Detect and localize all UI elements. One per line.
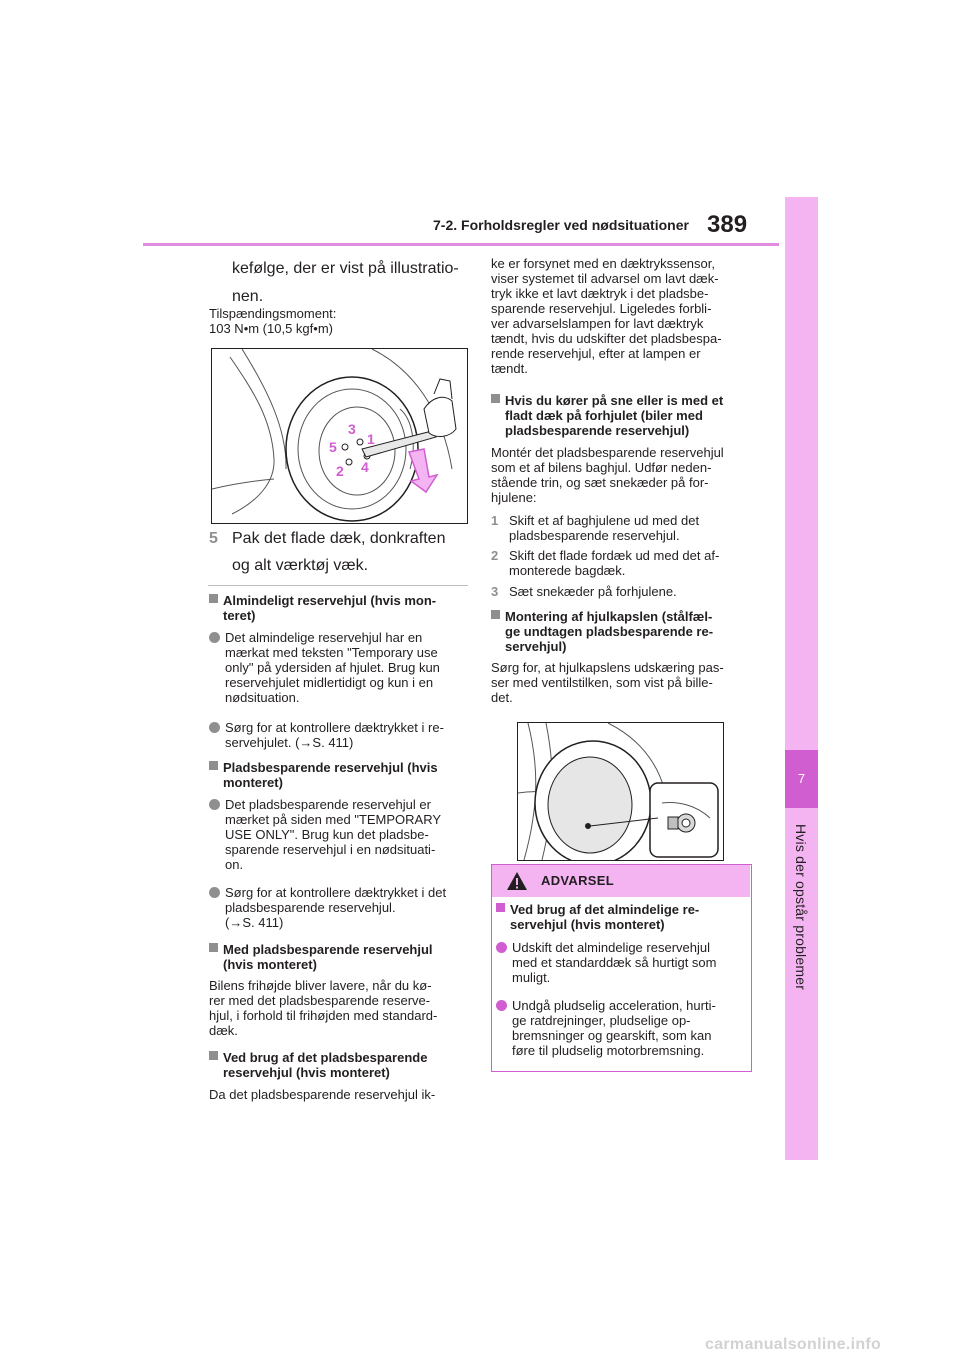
hubcap-drawing: [518, 723, 723, 860]
text-line: only" på ydersiden af hjulet. Brug kun: [225, 660, 440, 675]
text-line: det.: [491, 690, 513, 705]
text-line: bremsninger og gearskift, som kan: [512, 1028, 712, 1043]
label-4: 4: [361, 459, 369, 475]
heading-med-pladsbesparende: [209, 942, 433, 972]
text-line: rende reservehjul, efter at lampen er: [491, 346, 701, 361]
chapter-title: Hvis der opstår problemer: [793, 824, 809, 991]
step-number: 3: [491, 584, 499, 599]
text-line: Pladsbesparende reservehjul (hvis: [223, 760, 438, 775]
step-number: 2: [491, 548, 499, 563]
section-divider: [208, 585, 468, 586]
text-line: muligt.: [512, 970, 551, 985]
text-line: føre til pludselig motorbremsning.: [512, 1043, 705, 1058]
text-line: mærket på siden med "TEMPORARY: [225, 812, 442, 827]
text-line: tændt.: [491, 361, 528, 376]
label-5: 5: [329, 439, 337, 455]
bullet-item: [209, 720, 444, 750]
heading-ved-brug: [209, 1050, 427, 1080]
text-line: tændt, hvis du udskifter det pladsbespa-: [491, 331, 722, 346]
text-line: USE ONLY". Brug kun det pladsbe-: [225, 827, 429, 842]
text-line: on.: [225, 857, 244, 872]
body-paragraph: [491, 445, 724, 505]
step-5: [209, 527, 445, 577]
circle-bullet-icon: [496, 942, 507, 953]
text-line: Med pladsbesparende reservehjul: [223, 942, 433, 957]
text-line: monteret): [223, 775, 283, 790]
text-line: stående trin, og sæt snekæder på for-: [491, 475, 709, 490]
text-line: Det almindelige reservehjul har en: [225, 630, 423, 645]
text-line: Bilens frihøjde bliver lavere, når du kø-: [209, 978, 432, 993]
chapter-number-tab: 7: [785, 750, 818, 808]
text-line: ke er forsynet med en dæktrykssensor,: [491, 256, 715, 271]
text-line: Sørg for, at hjulkapslens udskæring pas-: [491, 660, 724, 675]
wheel-nut-drawing: [212, 349, 467, 523]
bullet-item: [209, 885, 446, 930]
circle-bullet-icon: [209, 632, 220, 643]
text-line: med et standarddæk så hurtigt som: [512, 955, 717, 970]
text-line: rer med det pladsbesparende reserve-: [209, 993, 431, 1008]
page-number: 389: [707, 211, 748, 238]
text-line: monterede bagdæk.: [509, 563, 626, 578]
text-line: og alt værktøj væk.: [232, 557, 369, 574]
circle-bullet-icon: [209, 799, 220, 810]
body-paragraph: [209, 978, 437, 1038]
text-line: teret): [223, 608, 256, 623]
text-line: Pak det flade dæk, donkraften: [232, 530, 446, 547]
warning-label: ADVARSEL: [541, 873, 614, 888]
text-line: fladt dæk på forhjulet (biler med: [505, 408, 703, 423]
text-line: ser med ventilstilken, som vist på bille-: [491, 675, 713, 690]
text-line: Skift et af baghjulene ud med det: [509, 513, 700, 528]
warning-bullet: [496, 998, 716, 1058]
warning-triangle-icon: [506, 871, 528, 891]
text-line: Udskift det almindelige reservehjul: [512, 940, 710, 955]
text-line: Sørg for at kontrollere dæktrykket i re-: [225, 720, 444, 735]
circle-bullet-icon: [209, 887, 220, 898]
text-line: sparende reservehjul. Ligeledes forbli-: [491, 301, 712, 316]
text-line: viser systemet til advarsel om lavt dæk-: [491, 271, 719, 286]
heading-sne-eller-is: [491, 393, 723, 438]
circle-bullet-icon: [496, 1000, 507, 1011]
wheel-nut-illustration: [211, 348, 468, 524]
bullet-item: [209, 797, 441, 872]
text-line: reservehjul (hvis monteret): [223, 1065, 390, 1080]
section-title: 7-2. Forholdsregler ved nødsituationer: [433, 217, 689, 233]
text-line: ver advarselslampen for lavt dæktryk: [491, 316, 704, 331]
text-line: Da det pladsbesparende reservehjul ik-: [209, 1087, 436, 1102]
text-line: sparende reservehjul i en nødsituati-: [225, 842, 436, 857]
label-1: 1: [367, 431, 375, 447]
text-line: hjulene:: [491, 490, 537, 505]
torque-value: 103 N•m (10,5 kgf•m): [209, 321, 333, 336]
heading-almindeligt-reservehjul: [209, 593, 436, 623]
heading-montering-hjulkapslen: [491, 609, 713, 654]
square-bullet-icon: [209, 943, 218, 952]
torque-label: Tilspændingsmoment:: [209, 306, 337, 321]
square-bullet-icon: [491, 394, 500, 403]
body-paragraph: [209, 1087, 435, 1102]
square-bullet-icon: [209, 761, 218, 770]
text-line: ge undtagen pladsbesparende re-: [505, 624, 714, 639]
step-item: [491, 513, 699, 543]
header-rule: [143, 243, 779, 246]
square-bullet-icon: [209, 1051, 218, 1060]
text-line: pladsbesparende reservehjul.: [225, 900, 396, 915]
text-line: Ved brug af det pladsbesparende: [223, 1050, 428, 1065]
torque-spec: [209, 306, 336, 336]
label-3: 3: [348, 421, 356, 437]
text-line: Montér det pladsbesparende reservehjul: [491, 445, 724, 460]
step-item: [491, 584, 677, 599]
text-line: Sæt snekæder på forhjulene.: [509, 584, 677, 599]
warning-heading: [496, 902, 699, 932]
hubcap-illustration: [517, 722, 724, 861]
text-line: (hvis monteret): [223, 957, 317, 972]
page-reference-link[interactable]: (→S. 411): [225, 915, 284, 930]
text-line: Skift det flade fordæk ud med det af-: [509, 548, 720, 563]
circle-bullet-icon: [209, 722, 220, 733]
text-line: kefølge, der er vist på illustratio-: [232, 260, 459, 277]
text-line: nen.: [232, 288, 264, 305]
page-reference-link[interactable]: servehjulet. (→S. 411): [225, 735, 354, 750]
text-line: servehjul): [505, 639, 567, 654]
text-line: mærkat med teksten "Temporary use: [225, 645, 438, 660]
bullet-item: [209, 630, 440, 705]
step-number: 1: [491, 513, 499, 528]
text-line: servehjul (hvis monteret): [510, 917, 665, 932]
text-line: ge ratdrejninger, pludselige op-: [512, 1013, 691, 1028]
square-bullet-icon: [496, 903, 505, 912]
label-2: 2: [336, 463, 344, 479]
text-line: Montering af hjulkapslen (stålfæl-: [505, 609, 713, 624]
text-line: dæk.: [209, 1023, 238, 1038]
continued-text: [232, 257, 459, 308]
body-paragraph: [491, 660, 724, 705]
step-item: [491, 548, 719, 578]
text-line: reservehjulet midlertidigt og kun i en: [225, 675, 434, 690]
square-bullet-icon: [491, 610, 500, 619]
text-line: Undgå pludselig acceleration, hurti-: [512, 998, 716, 1013]
warning-bullet: [496, 940, 717, 985]
text-line: pladsbesparende reservehjul.: [509, 528, 680, 543]
text-line: hjul, i forhold til frihøjden med standard-: [209, 1008, 438, 1023]
text-line: tryk ikke et lavt dæktryk i det pladsbe-: [491, 286, 709, 301]
text-line: pladsbesparende reservehjul): [505, 423, 690, 438]
warning-header: [492, 865, 750, 897]
text-line: Hvis du kører på sne eller is med et: [505, 393, 724, 408]
text-line: som et af bilens baghjul. Udfør neden-: [491, 460, 712, 475]
text-line: nødsituation.: [225, 690, 300, 705]
body-paragraph: [491, 256, 722, 376]
text-line: Ved brug af det almindelige re-: [510, 902, 700, 917]
square-bullet-icon: [209, 594, 218, 603]
heading-pladsbesparende-reservehjul: [209, 760, 438, 790]
text-line: Sørg for at kontrollere dæktrykket i det: [225, 885, 447, 900]
text-line: Det pladsbesparende reservehjul er: [225, 797, 431, 812]
step-number: 5: [209, 530, 218, 547]
watermark: carmanualsonline.info: [705, 1336, 882, 1353]
text-line: Almindeligt reservehjul (hvis mon-: [223, 593, 437, 608]
